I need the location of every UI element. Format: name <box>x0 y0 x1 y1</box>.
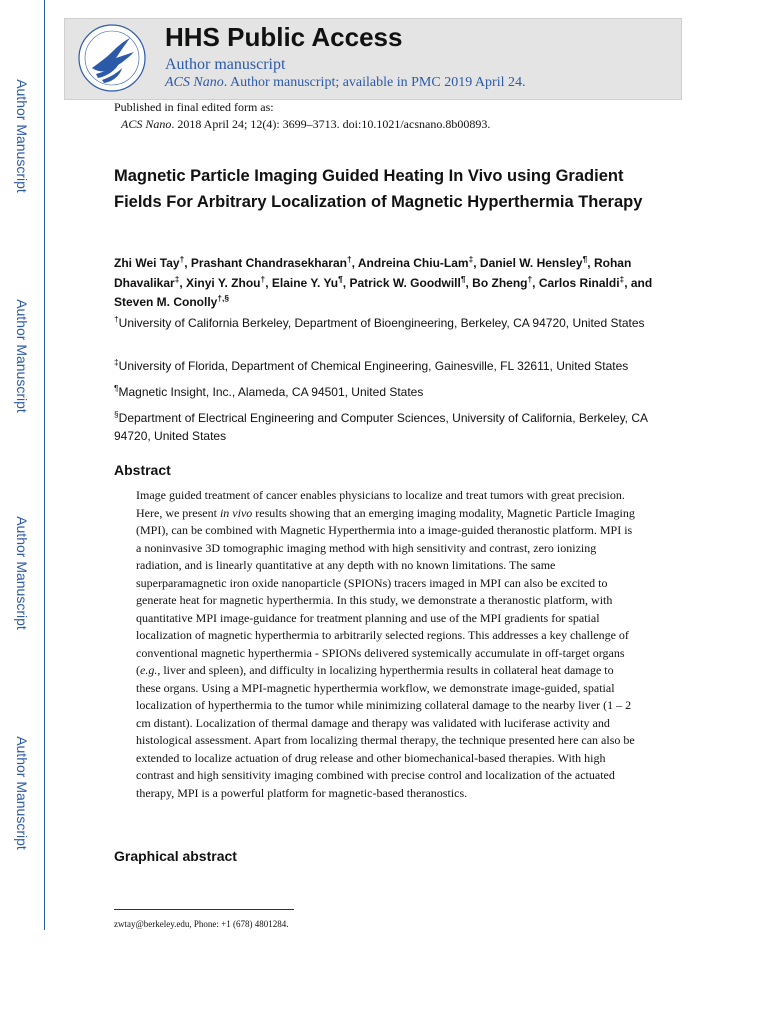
affiliation-text: Department of Electrical Engineering and Computer Sciences, University of California, Berkeley, CA 94720, United States <box>114 411 648 443</box>
abstract-heading: Abstract <box>114 462 171 478</box>
affiliation-4 <box>114 409 674 445</box>
abstract-text: results showing that an emerging imaging modality, Magnetic Particle Imaging (MPI), can be combined with Magnetic Hyperthermia into a image-guided theranostic platform. MPI is a noninvasive 3D tomographic imaging method with high sensitivity and contrast, zero ionizing radiation, and is linearly quantitative at any depth with no known limitations. The same superparamagnetic iron oxide nanoparticle (SPIONs) tracers imaged in MPI can also be excited to generate heat for magnetic hyperthermia. In this study, we demonstrate a theranostic platform, with quantitative MPI image-guidance for treatment planning and use of the MPI gradients for spatial localization of magnetic hyperthermia to arbitrarily selected regions. This addresses a key challenge of conventional magnetic hyperthermia - SPIONs delivered systemically accumulate in off-target organs ( <box>136 505 635 677</box>
author-name: Rohan Dhavalikar <box>114 256 632 290</box>
journal-name: ACS Nano <box>165 75 224 90</box>
side-margin <box>0 0 45 930</box>
contact-footnote: zwtay@berkeley.edu, Phone: +1 (678) 4801284. <box>114 919 289 929</box>
published-label: Published in final edited form as: <box>114 100 274 114</box>
author-separator: , <box>184 256 191 270</box>
citation-journal: ACS Nano <box>121 117 172 131</box>
author-name: Zhi Wei Tay <box>114 256 180 270</box>
affiliation-mark: ¶ <box>114 383 119 393</box>
author-name: Andreina Chiu-Lam <box>357 256 469 270</box>
author-name: Daniel W. Hensley <box>479 256 583 270</box>
affiliation-1 <box>114 314 674 332</box>
author-affiliation-mark: ‡ <box>468 254 474 264</box>
citation-text: . 2018 April 24; 12(4): 3699–3713. doi:10.1021/acsnano.8b00893. <box>171 117 491 131</box>
author-affiliation-mark: ¶ <box>582 254 588 264</box>
hhs-title: HHS Public Access <box>165 22 403 52</box>
author-separator: , <box>532 275 539 290</box>
author-separator: , <box>587 256 594 270</box>
author-name: Xinyi Y. Zhou <box>186 275 261 290</box>
affiliation-3 <box>114 383 674 401</box>
author-affiliation-mark: † <box>527 273 533 284</box>
paper-title: Magnetic Particle Imaging Guided Heating In Vivo using Gradient Fields For Arbitrary Localization of Magnetic Hyperthermia Therapy <box>114 167 643 211</box>
abstract-text: Image guided treatment of cancer enables physicians to localize and treat tumors with great precision. Here, we present <box>136 488 625 520</box>
author-name: Patrick W. Goodwill <box>349 275 461 290</box>
hhs-eagle-logo-icon <box>76 22 148 94</box>
author-separator: , <box>179 275 187 290</box>
side-label-1: Author Manuscript <box>14 79 30 193</box>
author-affiliation-mark: ‡ <box>174 273 180 284</box>
author-affiliation-mark: † <box>346 254 352 264</box>
author-affiliation-mark: †,§ <box>217 293 230 303</box>
footnote-divider <box>114 909 294 910</box>
author-affiliation-mark: ¶ <box>338 273 343 284</box>
abstract-italic: in vivo <box>219 505 253 520</box>
publication-citation <box>121 117 490 132</box>
author-affiliation-mark: ‡ <box>619 273 625 284</box>
affiliation-mark: § <box>114 409 119 419</box>
author-name: Elaine Y. Yu <box>271 275 339 290</box>
author-list <box>114 254 674 313</box>
author-affiliation-mark: † <box>179 254 185 264</box>
author-separator: , <box>342 275 350 290</box>
author-separator: , <box>265 275 272 290</box>
author-separator: , <box>473 256 480 270</box>
author-name: Carlos Rinaldi <box>538 275 620 290</box>
side-label-2: Author Manuscript <box>14 299 30 413</box>
author-separator: , and <box>624 275 653 290</box>
author-separator: , <box>465 275 473 290</box>
affiliation-text: University of California Berkeley, Department of Bioengineering, Berkeley, CA 94720, United States <box>118 316 645 330</box>
affiliation-text: Magnetic Insight, Inc., Alameda, CA 94501, United States <box>118 385 424 399</box>
author-affiliation-mark: † <box>260 273 266 284</box>
graphical-abstract-heading: Graphical abstract <box>114 848 237 864</box>
abstract-italic: e.g. <box>140 663 158 677</box>
author-affiliation-mark: ¶ <box>460 273 466 284</box>
availability-text: . Author manuscript; available in PMC 2019 April 24. <box>223 75 526 90</box>
author-manuscript-label: Author manuscript <box>165 56 286 73</box>
author-name: Bo Zheng <box>472 275 528 290</box>
side-label-3: Author Manuscript <box>14 516 30 630</box>
journal-availability <box>165 75 526 91</box>
affiliation-2 <box>114 357 674 375</box>
abstract-text: , liver and spleen), and difficulty in localizing hyperthermia results in collateral heat damage to these organs. Using a MPI-magnetic hyperthermia workflow, we demonstrate image-guided, spatial localization of hyperthermia to the tumor while minimizing collateral damage to the nearby liver (1 – 2 cm distant). Localization of thermal damage and therapy was validated with luciferase activity and histological assessment. Apart from localizing thermal therapy, the technique presented here can also be extended to localize actuation of drug release and other biomechanical-based therapies. With high contrast and high sensitivity imaging combined with precise control and localization of the actuated therapy, MPI is a powerful platform for magnetic-based theranostics. <box>136 663 635 800</box>
affiliation-mark: † <box>114 314 119 324</box>
author-name: Prashant Chandrasekharan <box>190 256 347 270</box>
affiliation-text: University of Florida, Department of Chemical Engineering, Gainesville, FL 32611, United States <box>118 359 629 373</box>
abstract-body <box>136 487 636 802</box>
author-name: Steven M. Conolly <box>114 295 218 309</box>
side-label-4: Author Manuscript <box>14 736 30 850</box>
affiliation-mark: ‡ <box>114 357 119 367</box>
author-separator: , <box>351 256 358 270</box>
